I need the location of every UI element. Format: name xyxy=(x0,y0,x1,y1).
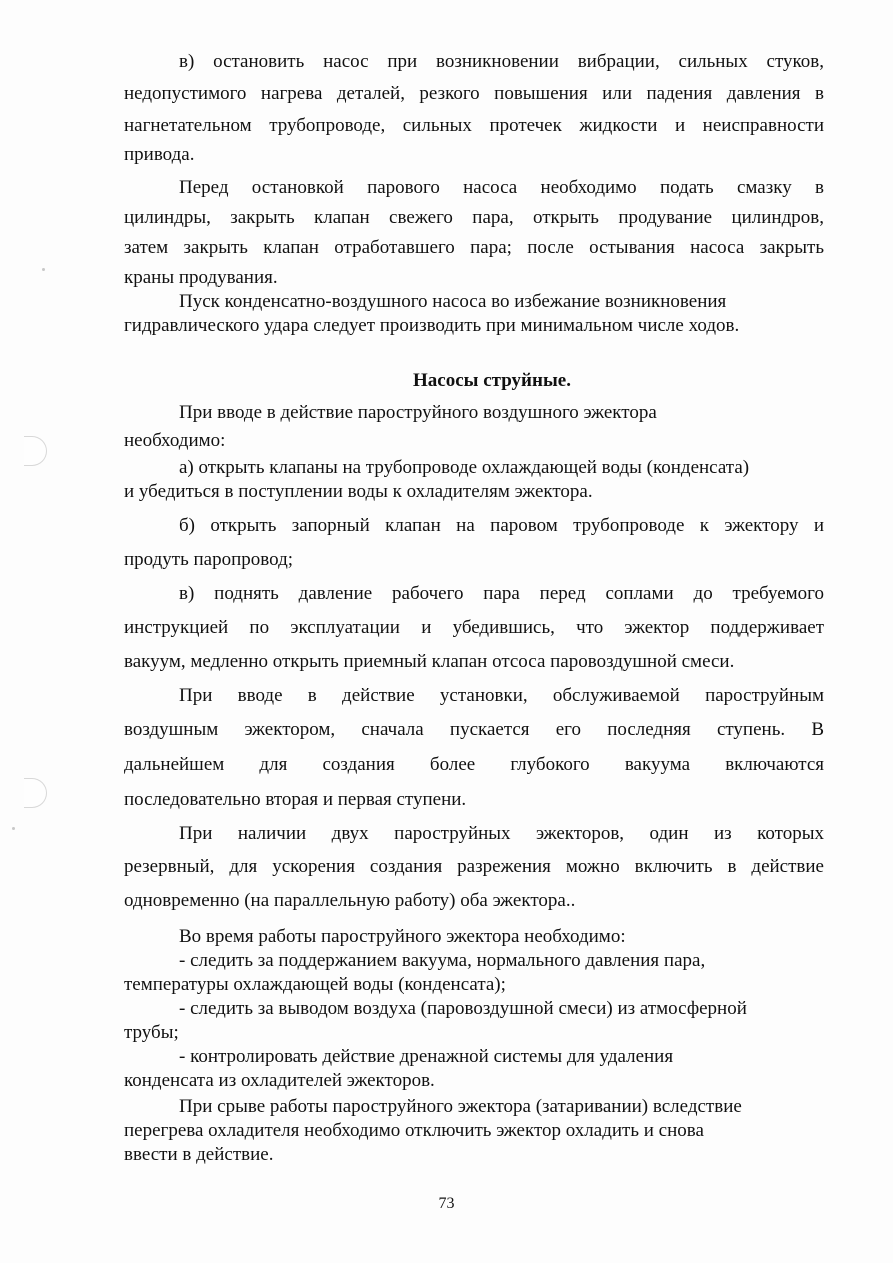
text-line: При наличии двух пароструйных эжекторов, один из которых xyxy=(179,823,824,844)
text-line: продуть паропровод; xyxy=(124,549,294,570)
text-line: Перед остановкой парового насоса необходимо подать смазку в xyxy=(179,177,824,198)
text-line: а) открыть клапаны на трубопроводе охлаждающей воды (конденсата) xyxy=(179,457,750,478)
text-line: - следить за поддержанием вакуума, нормального давления пара, xyxy=(179,950,706,971)
text-line: одновременно (на параллельную работу) оба эжектора.. xyxy=(124,890,576,911)
text-line: ввести в действие. xyxy=(124,1144,274,1165)
text-line: трубы; xyxy=(124,1022,179,1043)
section-heading: Насосы струйные. xyxy=(413,370,571,391)
text-line: Во время работы пароструйного эжектора необходимо: xyxy=(179,926,626,947)
text-line: и убедиться в поступлении воды к охладителям эжектора. xyxy=(124,481,593,502)
text-line: б) открыть запорный клапан на паровом трубопроводе к эжектору и xyxy=(179,515,824,536)
text-line: Пуск конденсатно-воздушного насоса во избежание возникновения xyxy=(179,291,727,312)
text-line: инструкцией по эксплуатации и убедившись, что эжектор поддерживает xyxy=(124,617,824,638)
text-line: вакуум, медленно открыть приемный клапан отсоса паровоздушной смеси. xyxy=(124,651,735,672)
page-number: 73 xyxy=(438,1195,455,1212)
text-line: необходимо: xyxy=(124,430,226,451)
scan-speck xyxy=(42,268,45,271)
text-line: - следить за выводом воздуха (паровоздушной смеси) из атмосферной xyxy=(179,998,747,1019)
text-line: последовательно вторая и первая ступени. xyxy=(124,789,467,810)
text-line: При срыве работы пароструйного эжектора (затаривании) вследствие xyxy=(179,1096,742,1117)
text-line: нагнетательном трубопроводе, сильных протечек жидкости и неисправности xyxy=(124,115,824,136)
text-line: цилиндры, закрыть клапан свежего пара, открыть продувание цилиндров, xyxy=(124,207,824,228)
punch-hole-mark xyxy=(24,436,47,466)
text-line: перегрева охладителя необходимо отключить эжектор охладить и снова xyxy=(124,1120,704,1141)
text-line: резервный, для ускорения создания разрежения можно включить в действие xyxy=(124,856,824,877)
text-line: недопустимого нагрева деталей, резкого повышения или падения давления в xyxy=(124,83,824,104)
text-line: воздушным эжектором, сначала пускается его последняя ступень. В xyxy=(124,719,824,740)
scan-speck xyxy=(12,827,15,830)
text-line: гидравлического удара следует производить при минимальном числе ходов. xyxy=(124,315,740,336)
text-line: При вводе в действие установки, обслуживаемой пароструйным xyxy=(179,685,824,706)
text-line: дальнейшем для создания более глубокого вакуума включаются xyxy=(124,754,824,775)
text-line: температуры охлаждающей воды (конденсата); xyxy=(124,974,506,995)
text-line: в) остановить насос при возникновении вибрации, сильных стуков, xyxy=(179,51,824,72)
text-line: - контролировать действие дренажной системы для удаления xyxy=(179,1046,674,1067)
text-line: привода. xyxy=(124,144,195,165)
text-line: в) поднять давление рабочего пара перед соплами до требуемого xyxy=(179,583,824,604)
text-line: затем закрыть клапан отработавшего пара; после остывания насоса закрыть xyxy=(124,237,824,258)
text-line: конденсата из охладителей эжекторов. xyxy=(124,1070,435,1091)
punch-hole-mark xyxy=(24,778,47,808)
text-line: краны продувания. xyxy=(124,267,278,288)
text-line: При вводе в действие пароструйного воздушного эжектора xyxy=(179,402,657,423)
